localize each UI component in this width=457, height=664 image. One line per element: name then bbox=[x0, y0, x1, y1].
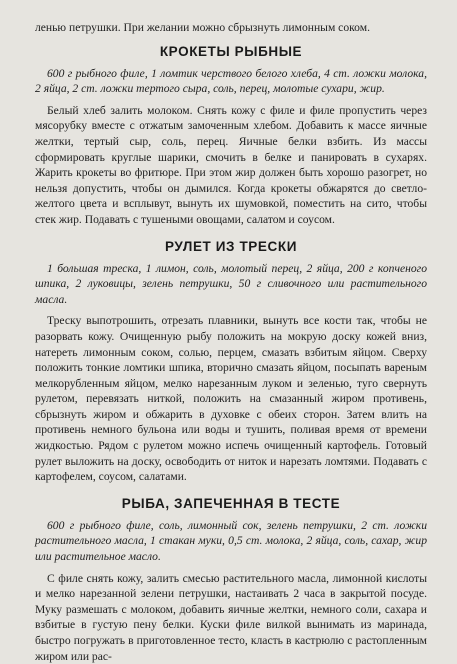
recipe-instructions-fish-in-batter: С филе снять кожу, залить смесью растительного масла, лимонной кислоты и мелко нарезанной зелени петрушки, настаивать 2 часа в закрытой посуде. Муку размешать с молоком, добавить яичные желтки, немного соли, сахара и взбитые в густую пену белки. Куски филе вилкой вынимать из маринада, быстро погружать в приготовленное тесто, класть в кастрюлю с растопленным жиром или рас- bbox=[35, 571, 427, 663]
recipe-instructions-cod-roll: Треску выпотрошить, отрезать плавники, вынуть все кости так, чтобы не разорвать кожу. Очищенную рыбу положить на мокрую доску кожей вниз, натереть лимонным соком, солью, перцем, смазать взбитым яйцом. Сверху положить тонкие ломтики шпика, вторично смазать яйцом, посыпать вареным мелкорубленным яйцом, мелко нарезанным луком и зеленью, туго свернуть рулетом, перевязать ниткой, положить на смазанный жиром противень, сбрызнуть жиром и обжарить в духовке с обеих сторон. Затем влить на противень немного бульона или воды и тушить, поливая время от времени жидкостью. Рядом с рулетом можно испечь очищенный картофель. Готовый рулет выложить на доску, освободить от ниток и нарезать ломтями. Подавать с картофелем, соусом, салатами. bbox=[35, 314, 427, 484]
recipe-instructions-fish-croquettes: Белый хлеб залить молоком. Снять кожу с филе и филе пропустить через мясорубку вместе с отжатым замоченным хлебом. Добавить к массе яичные желтки, тертый сыр, соль, перец. Яичные белки взбить. Из массы сформировать круглые шарики, смочить в белке и панировать в сухарях. Жарить крокеты во фритюре. При этом жир должен быть хорошо разогрет, но нельзя допустить, чтобы он дымился. Когда крокеты обжарятся до светло-желтого цвета и всплывут, вынуть их шумовкой, поместить на сито, чтобы стек жир. Подавать с тушеными овощами, салатом и соусом. bbox=[35, 103, 427, 226]
recipe-title-fish-in-batter: РЫБА, ЗАПЕЧЕННАЯ В ТЕСТЕ bbox=[121, 495, 341, 511]
recipe-ingredients-fish-croquettes: 600 г рыбного филе, 1 ломтик черствого белого хлеба, 4 ст. ложки молока, 2 яйца, 2 ст. ложки тертого сыра, соль, перец, молотые сухари, жир. bbox=[35, 66, 427, 96]
recipe-title-fish-croquettes: КРОКЕТЫ РЫБНЫЕ bbox=[159, 43, 303, 59]
intro-line: ленью петрушки. При желании можно сбрызнуть лимонным соком. bbox=[35, 21, 370, 34]
recipe-ingredients-fish-in-batter: 600 г рыбного филе, соль, лимонный сок, зелень петрушки, 2 ст. ложки растительного масла, 1 стакан муки, 0,5 ст. молока, 2 яйца, соль, сахар, жир или растительное масло. bbox=[35, 518, 427, 564]
recipe-ingredients-cod-roll: 1 большая треска, 1 лимон, соль, молотый перец, 2 яйца, 200 г копченого шпика, 2 луковицы, зелень петрушки, 50 г сливочного или растительного масла. bbox=[35, 261, 427, 306]
recipe-title-cod-roll: РУЛЕТ ИЗ ТРЕСКИ bbox=[164, 238, 298, 254]
